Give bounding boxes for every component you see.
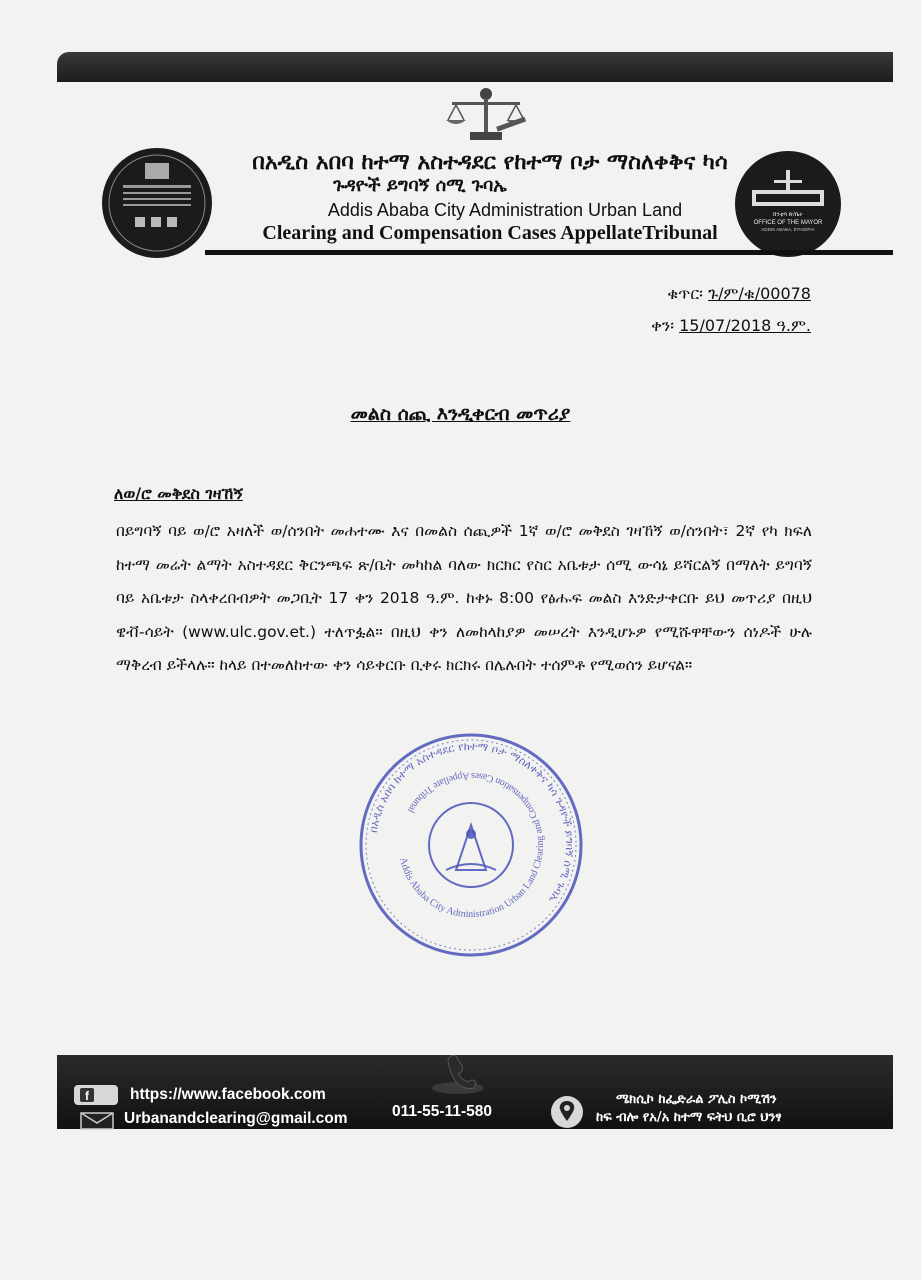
header-amharic-line-2: ጉዳዮች ይግባኝ ሰሚ ጉባኤ [333,175,507,196]
reference-number-value: ጉ/ም/ቁ/00078 [708,284,811,303]
mayor-seal-line-2: ADDIS ABABA, ETHIOPIA [761,227,815,232]
left-tribunal-seal [101,147,213,259]
header-divider [205,250,893,255]
location-pin-icon [550,1095,584,1129]
header-english-line-2: Clearing and Compensation Cases AppellateTribunal [262,222,718,244]
reference-date-value: 15/07/2018 ዓ.ም. [679,316,811,335]
stamp-amharic-ring: በአዲስ አበባ ከተማ አስተዳደር የከተማ ቦታ ማስለቀቅና ካሳ ጉዳዮች ይግባኝ ሰሚ ጉባኤ [366,739,577,906]
reference-date-label: ቀን፡ [651,316,675,335]
mail-icon [80,1112,114,1130]
reference-number-label: ቁጥር፡ [667,284,703,303]
header-english-line-1: Addis Ababa City Administration Urban Land [327,200,683,220]
phone-icon [428,1052,488,1096]
summons-body: በይግባኝ ባይ ወ/ሮ አዛለች ወ/ሰንበት መሐተሙ እና በመልስ ሰጪዎች 1ኛ ወ/ሮ መቅደስ ገዛኸኝ ወ/ሰንበት፣ 2ኛ የካ ክፍለ ከተማ መሬት ልማት አስተዳደር ቅርንጫፍ ጽ/ቤት መካከል ባለው ክርክር የስር አቤቱታ ሰሚ ውሳኔ ይሻርልኝ በማለት ይግባኝ ባይ አቤቱታ ስላቀረበብዎት መጋቢት 17 ቀን 2018 ዓ.ም. ከቀኑ 8:00 የፅሑፍ መልስ እንድታቀርቡ ይህ መጥሪያ በዚህ ዌቭ-ሳይት (www.ulc.gov.et.) ተለጥፏል። በዚህ ቀን ለመከላከያዎ መሠረት እንዲሆኑዎ የሚሹዋቸውን ሰነዶች ሁሉ ማቅረብ ይችላሉ። ከላይ በተመለከተው ቀን ሳይቀርቡ ቢቀሩ ክርክሩ በሌሉበት ተሰምቶ የሚወሰን ይሆናል። [116,522,812,674]
footer-facebook-link[interactable]: https://www.facebook.com [130,1086,326,1103]
header-amharic-line-1: በአዲስ አበባ ከተማ አስተዳደር የከተማ ቦታ ማስለቀቅና ካሳ [252,150,728,175]
reference-number [667,284,811,304]
stamp-english-ring: Addis Ababa City Administration Urban Land Clearing and Compensation Cases Appellate Tribunal [397,769,547,921]
footer-address-line-2: ከፍ ብሎ የአ/አ ከተማ ፍትህ ቢሮ ህንፃ [596,1110,782,1125]
official-stamp [356,730,586,960]
facebook-icon [74,1085,118,1105]
mayor-seal-amharic: ከንቲባ ጽ/ቤት [773,212,803,218]
svg-text:f: f [85,1089,89,1103]
svg-text:Addis Ababa City Administratio [397,770,546,920]
footer-phone: 011-55-11-580 [392,1103,492,1120]
mayor-seal-line-1: OFFICE OF THE MAYOR [753,220,823,226]
recipient-name: ለወ/ሮ መቅደስ ገዛኸኝ [114,484,243,503]
footer-address-line-1: ሜክሲኮ ከፌድራል ፖሊስ ኮሚሽን [616,1092,777,1107]
reference-date [651,316,811,336]
footer-email[interactable]: Urbanandclearing@gmail.com [124,1110,348,1127]
scales-of-justice-icon [440,86,532,146]
header-bar [57,52,893,82]
office-of-the-mayor-seal [734,150,842,258]
document-title: መልስ ሰጪ እንዲቀርብ መጥሪያ [350,403,571,425]
